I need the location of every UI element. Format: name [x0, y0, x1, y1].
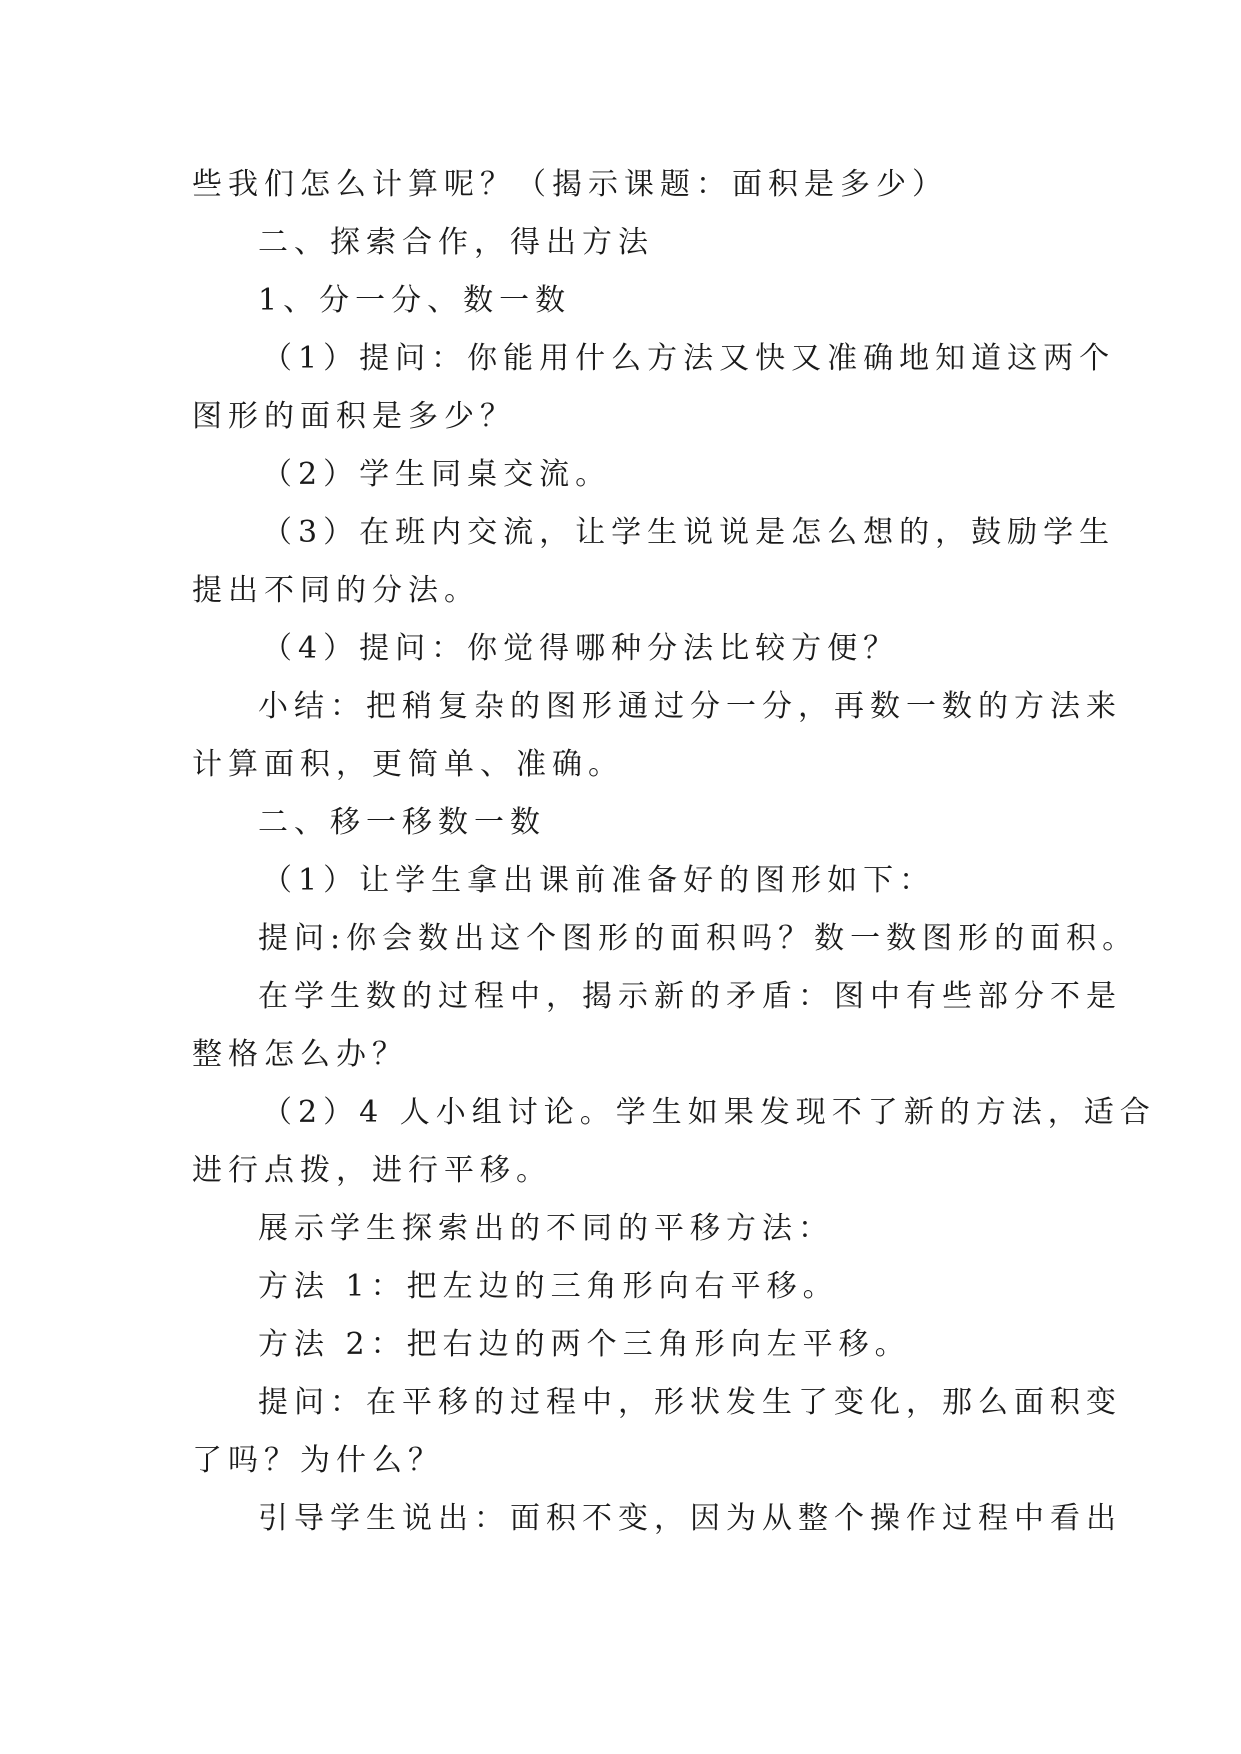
summary-line-2: 计算面积，更简单、准确。: [192, 747, 624, 782]
text-line-15: 在学生数的过程中，揭示新的矛盾：图中有些部分不是: [258, 979, 1122, 1014]
method-2-line: 方法 2：把右边的两个三角形向左平移。: [258, 1327, 911, 1362]
text-line-4: （1）提问：你能用什么方法又快又准确地知道这两个: [262, 341, 1116, 376]
text-line-24: 引导学生说出：面积不变，因为从整个操作过程中看出: [258, 1501, 1122, 1536]
text-line-18: 进行点拨，进行平移。: [192, 1153, 552, 1188]
text-line-7: （3）在班内交流，让学生说说是怎么想的，鼓励学生: [262, 515, 1116, 550]
text-line-8: 提出不同的分法。: [192, 573, 480, 608]
text-line-1: 些我们怎么计算呢？（揭示课题：面积是多少）: [192, 167, 948, 202]
text-line-6: （2）学生同桌交流。: [262, 457, 612, 492]
section-heading-move: 二、移一移数一数: [258, 805, 546, 840]
text-line-14: 提问:你会数出这个图形的面积吗？数一数图形的面积。: [258, 921, 1139, 956]
text-line-19: 展示学生探索出的不同的平移方法：: [258, 1211, 834, 1246]
text-line-17: （2）4 人小组讨论。学生如果发现不了新的方法，适合: [262, 1095, 1156, 1130]
text-line-16: 整格怎么办？: [192, 1037, 408, 1072]
summary-line-1: 小结：把稍复杂的图形通过分一分，再数一数的方法来: [258, 689, 1122, 724]
section-heading-2: 二、探索合作，得出方法: [258, 225, 654, 260]
text-line-9: （4）提问：你觉得哪种分法比较方便？: [262, 631, 900, 666]
subsection-heading-1: 1、分一分、数一数: [258, 283, 572, 318]
text-line-5: 图形的面积是多少？: [192, 399, 516, 434]
text-line-22: 提问：在平移的过程中，形状发生了变化，那么面积变: [258, 1385, 1122, 1420]
text-line-13: （1）让学生拿出课前准备好的图形如下：: [262, 863, 936, 898]
text-line-23: 了吗？为什么？: [192, 1443, 444, 1478]
method-1-line: 方法 1：把左边的三角形向右平移。: [258, 1269, 839, 1304]
